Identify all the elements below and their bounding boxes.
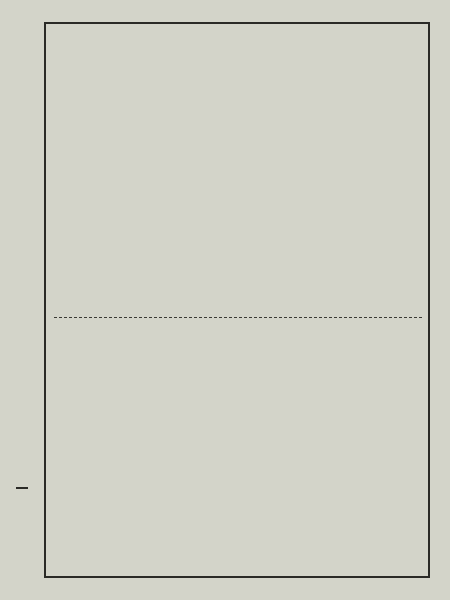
margin-mark [16,487,28,489]
side-margin [14,0,40,600]
section-divider [54,317,422,318]
contents-frame [44,22,430,578]
